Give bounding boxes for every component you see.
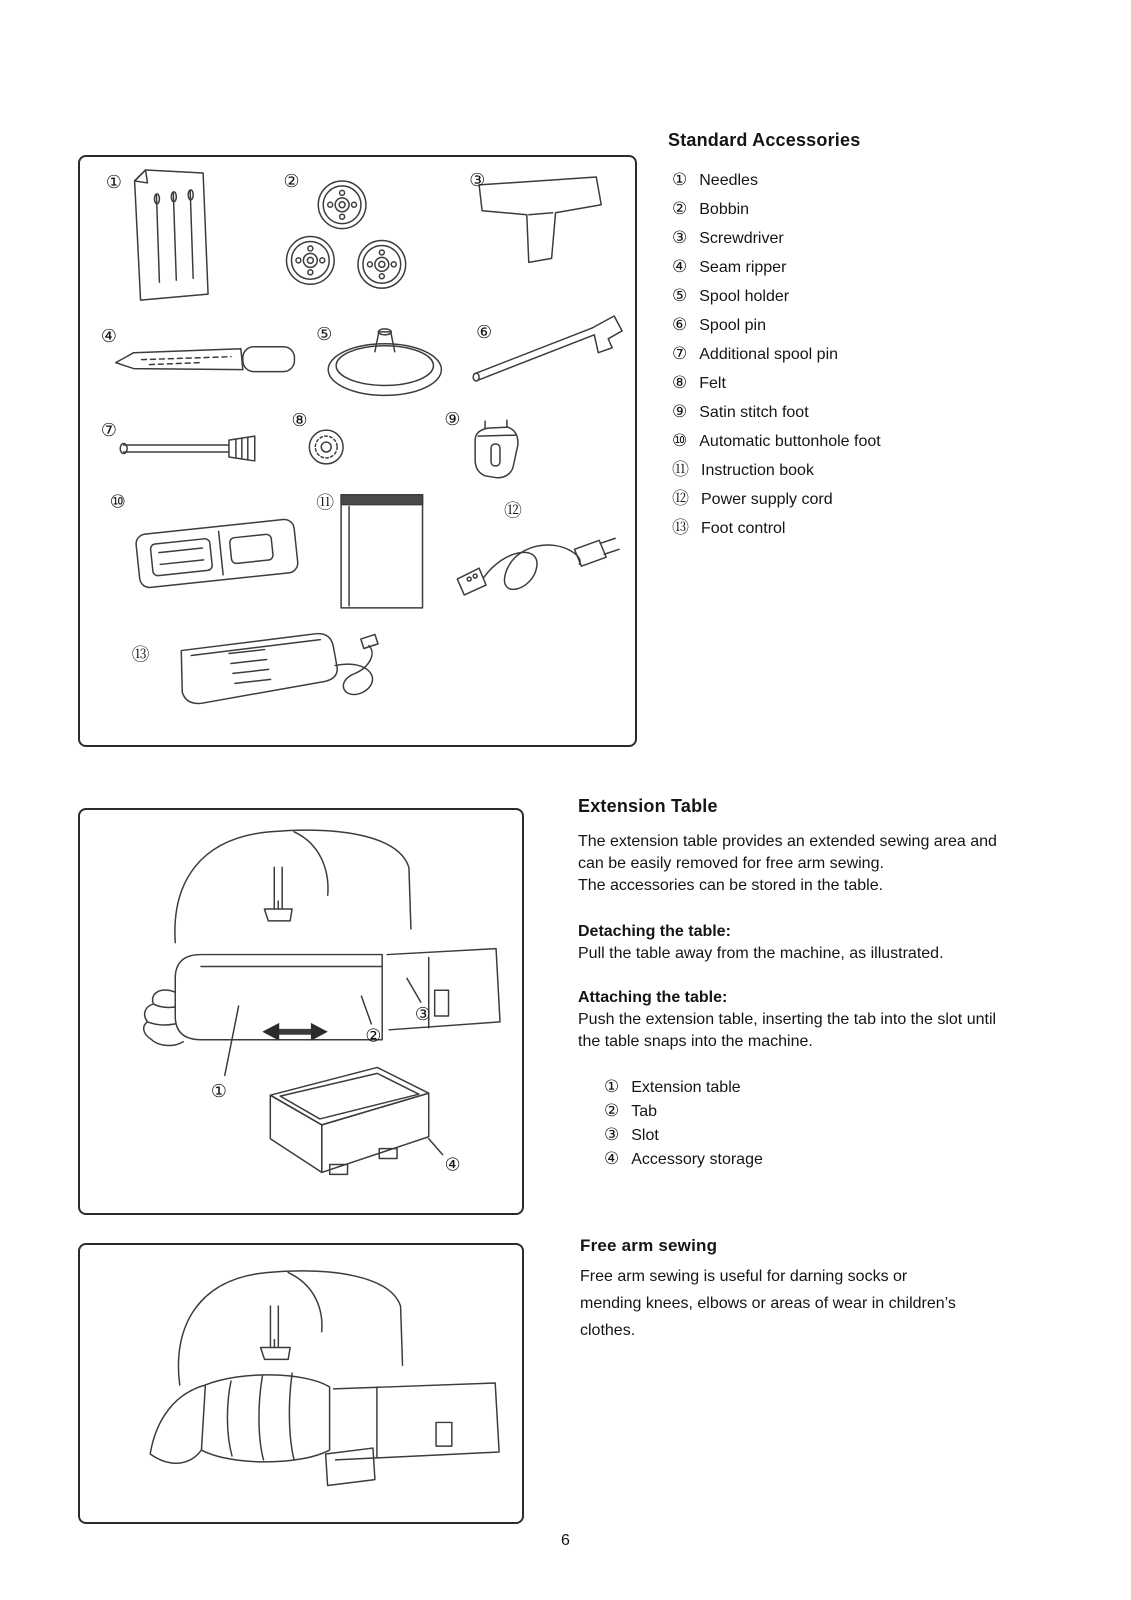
seam-ripper-illustration [116,347,295,372]
diagram-label-6: ⑥ [476,321,493,343]
instruction-book-illustration [341,495,422,608]
item-number: ⑩ [672,431,688,450]
accessories-section-title: Standard Accessories [668,130,861,150]
free-arm-illustration [80,1245,522,1522]
accessory-list-item [672,224,881,253]
diagram-label-7: ⑦ [100,420,117,442]
item-label: Needles [699,172,758,189]
detaching-heading: Detaching the table: [578,923,731,940]
machine-base-drawing [387,949,500,1030]
extension-table-illustration [80,810,522,1213]
attaching-heading: Attaching the table: [578,989,728,1006]
diagram-label-5: ⑤ [316,323,333,345]
extension-list-item [604,1123,1010,1147]
detaching-text: Pull the table away from the machine, as illustrated. [578,945,944,962]
accessory-list-item [672,253,881,282]
diagram-label-11: ⑪ [316,492,335,514]
accessory-list-item [672,369,881,398]
extension-parts-list [604,1075,1010,1171]
item-label: Spool pin [699,317,766,334]
accessory-list-item [672,311,881,340]
item-number: ③ [672,228,688,247]
extension-text-column [578,831,1010,1171]
accessories-list [672,166,881,543]
leader-line-3 [407,978,421,1002]
felt-illustration [309,430,343,464]
freearm-machine-outline [178,1271,402,1385]
item-label: Power supply cord [701,491,833,508]
item-label: Slot [631,1127,659,1144]
diagram-label-9: ⑨ [444,409,461,431]
item-number: ③ [604,1125,620,1144]
accessories-figure [78,155,637,747]
extension-paragraph-2: The accessories can be stored in the table. [578,877,884,894]
accessory-list-item [672,195,881,224]
item-label: Satin stitch foot [699,404,809,421]
diagram-label-ext-3: ③ [414,1003,431,1025]
item-label: Extension table [631,1079,741,1096]
item-number: ⑬ [672,518,689,537]
extension-paragraph-1: The extension table provides an extended sewing area and can be easily removed for free arm sewing. [578,833,997,872]
needles-illustration [135,170,208,300]
extension-list-item [604,1099,1010,1123]
item-number: ⑪ [672,460,689,479]
free-arm-text: Free arm sewing is useful for darning socks or mending knees, elbows or areas of wear in children’s clothes. [580,1268,956,1339]
item-number: ① [672,170,688,189]
item-label: Additional spool pin [699,346,839,363]
item-label: Accessory storage [631,1151,763,1168]
leader-line-2 [361,996,371,1024]
item-label: Bobbin [699,201,750,218]
direction-arrow [262,1023,327,1041]
extension-list-item [604,1147,1010,1171]
diagram-label-1: ① [105,171,122,193]
item-number: ④ [604,1149,620,1168]
buttonhole-foot-illustration [135,519,299,589]
item-number: ① [604,1077,620,1096]
fabric-sock-drawing [150,1373,329,1463]
screwdriver-illustration [479,177,601,262]
free-arm-figure [78,1243,524,1524]
item-label: Tab [631,1103,658,1120]
machine-outline [175,830,411,943]
item-label: Seam ripper [699,259,787,276]
diagram-label-ext-1: ① [210,1081,227,1103]
item-label: Spool holder [699,288,790,305]
additional-spool-pin-illustration [120,436,255,461]
accessory-list-item [672,456,881,485]
accessories-illustration [80,157,635,745]
power-cord-illustration [457,538,619,595]
item-label: Felt [699,375,726,392]
item-label: Automatic buttonhole foot [699,433,881,450]
diagram-label-13: ⑬ [131,644,150,666]
foot-control-illustration [181,634,378,704]
extension-list-item [604,1075,1010,1099]
accessory-list-item [672,514,881,543]
spool-pin-illustration [473,316,622,381]
diagram-label-4: ④ [100,325,117,347]
accessory-list-item [672,282,881,311]
item-number: ② [672,199,688,218]
diagram-label-ext-2: ② [365,1025,382,1047]
accessory-list-item [672,166,881,195]
item-number: ⑦ [672,344,688,363]
diagram-label-3: ③ [469,169,486,191]
bobbin-illustration [287,181,406,288]
leader-line-4 [429,1139,443,1155]
satin-stitch-foot-illustration [475,420,518,478]
attaching-text: Push the extension table, inserting the tab into the slot until the table snaps into the machine. [578,1011,997,1050]
spool-holder-illustration [328,329,441,396]
item-number: ④ [672,257,688,276]
item-number: ⑨ [672,402,688,421]
accessory-list-item [672,427,881,456]
diagram-label-10: ⑩ [109,491,126,513]
page-number: 6 [561,1532,570,1549]
accessory-list-item [672,485,881,514]
diagram-label-8: ⑧ [291,410,308,432]
leader-line-1 [225,1006,239,1075]
diagram-label-12: ⑫ [503,500,522,522]
item-label: Screwdriver [699,230,784,247]
item-number: ⑧ [672,373,688,392]
item-number: ⑥ [672,315,688,334]
diagram-label-2: ② [283,170,300,192]
item-number: ⑤ [672,286,688,305]
item-number: ② [604,1101,620,1120]
extension-table-figure [78,808,524,1215]
item-label: Foot control [701,520,786,537]
free-arm-section-title: Free arm sewing [580,1236,718,1255]
extension-section-title: Extension Table [578,796,718,816]
accessory-list-item [672,340,881,369]
diagram-label-ext-4: ④ [444,1154,461,1176]
accessory-storage-drawing [270,1067,428,1174]
freearm-base-drawing [326,1383,499,1486]
accessory-list-item [672,398,881,427]
item-number: ⑫ [672,489,689,508]
item-label: Instruction book [701,462,814,479]
